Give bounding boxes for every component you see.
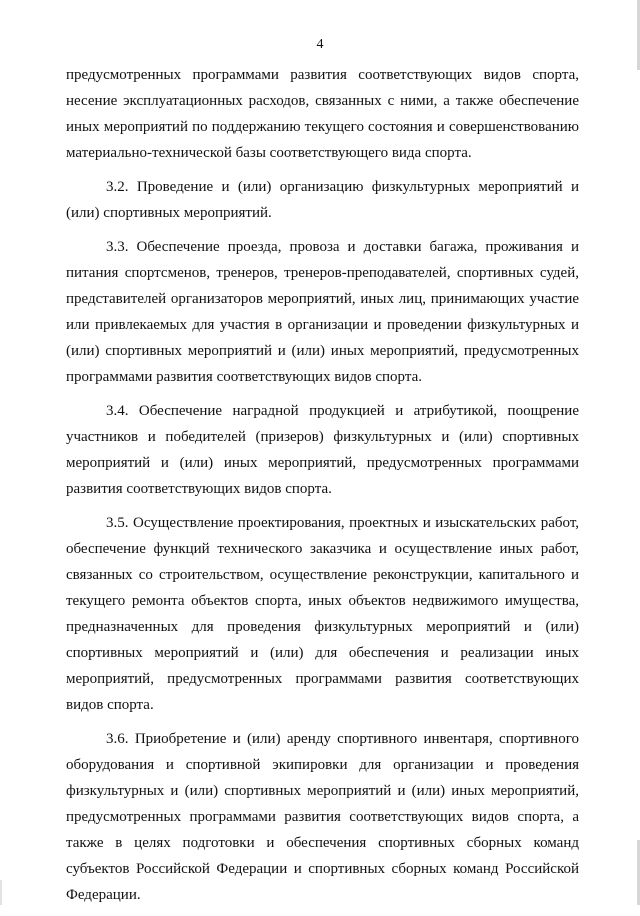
page-number: 4 — [316, 37, 324, 52]
paragraph-3-6: 3.6. Приобретение и (или) аренду спортивного инвентаря, спортивного оборудования и спортивной экипировки для организации и проведения физкультурных и (или) спортивных мероприятий и (или) иных мероприятий, предусмотренных программами развития соответствующих видов спорта, а также в целях подготовки и обеспечения спортивных сборных команд субъектов Российской Федерации и спортивных сборных команд Российской Федерации. — [66, 731, 579, 903]
document-body — [66, 62, 579, 916]
paragraph-3-5: 3.5. Осуществление проектирования, проектных и изыскательских работ, обеспечение функций технического заказчика и осуществление иных работ, связанных со строительством, осуществление реконструкции, капитального и текущего ремонта объектов спорта, иных объектов недвижимого имущества, предназначенных для проведения физкультурных мероприятий и (или) спортивных мероприятий и (или) для обеспечения и реализации иных мероприятий, предусмотренных программами развития соответствующих видов спорта. — [66, 515, 579, 713]
paragraph-continuation: предусмотренных программами развития соответствующих видов спорта, несение эксплуатационных расходов, связанных с ними, а также обеспечение иных мероприятий по поддержанию текущего состояния и совершенствованию материально-технической базы соответствующего вида спорта. — [66, 67, 579, 161]
scan-edge-mark — [0, 880, 2, 905]
paragraph-3-3: 3.3. Обеспечение проезда, провоза и доставки багажа, проживания и питания спортсменов, тренеров, тренеров-преподавателей, спортивных судей, представителей организаторов мероприятий, иных лиц, принимающих участие или привлекаемых для участия в организации и проведении физкультурных и (или) спортивных мероприятий и (или) иных мероприятий, предусмотренных программами развития соответствующих видов спорта. — [66, 239, 579, 385]
paragraph-3-2: 3.2. Проведение и (или) организацию физкультурных мероприятий и (или) спортивных мероприятий. — [66, 179, 579, 221]
paragraph-3-4: 3.4. Обеспечение наградной продукцией и атрибутикой, поощрение участников и победителей (призеров) физкультурных и (или) спортивных мероприятий и (или) иных мероприятий, предусмотренных программами развития соответствующих видов спорта. — [66, 403, 579, 497]
